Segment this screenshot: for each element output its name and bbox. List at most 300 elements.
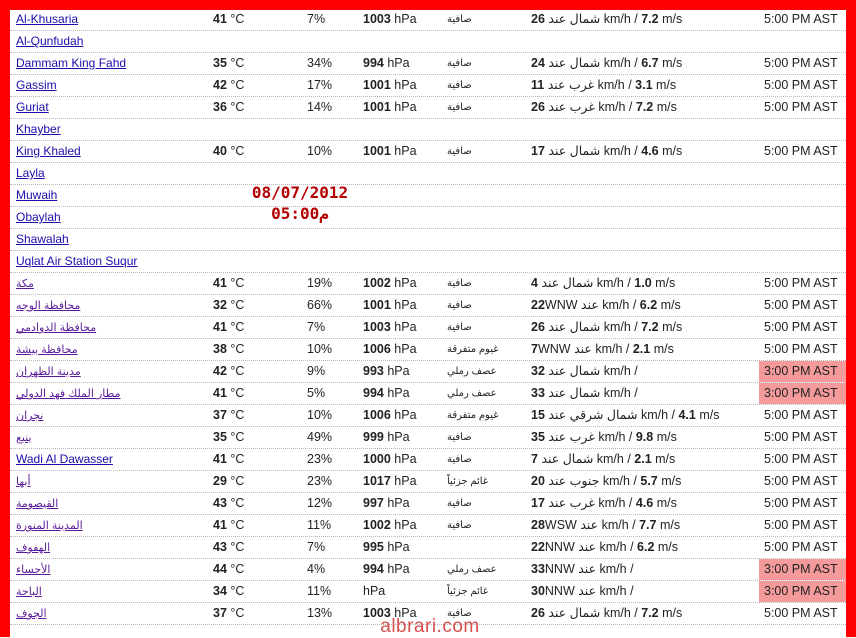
table-row xyxy=(10,141,846,163)
condition-cell xyxy=(447,31,533,52)
temperature-unit: °C xyxy=(226,540,245,554)
pressure-cell xyxy=(363,185,443,206)
city-link[interactable]: مكة xyxy=(16,278,34,290)
temperature-unit: °C xyxy=(226,320,245,334)
table-row xyxy=(10,295,846,317)
pressure-unit: hPa xyxy=(390,144,417,158)
wind-direction: غرب عند km/h / xyxy=(544,496,636,510)
wind-ms: 5.7 xyxy=(640,474,658,488)
wind-ms: 3.1 xyxy=(635,78,653,92)
wind-ms-unit: m/s xyxy=(658,320,683,334)
temperature-cell xyxy=(213,493,293,514)
wind-speed: 7 xyxy=(531,452,538,466)
condition-cell: غائم جزئياً xyxy=(447,586,489,597)
table-row xyxy=(10,427,846,449)
wind-cell xyxy=(531,97,761,118)
wind-direction: شمال شرقي عند km/h / xyxy=(544,408,679,422)
observation-time-cell xyxy=(759,185,846,206)
temperature-unit: °C xyxy=(226,298,245,312)
wind-speed: 32 xyxy=(531,364,545,378)
table-row xyxy=(10,537,846,559)
temperature-cell xyxy=(213,559,293,580)
humidity-cell: 7% xyxy=(307,12,326,26)
temperature-cell xyxy=(213,119,293,140)
wind-speed: 22 xyxy=(531,540,545,554)
temperature-unit: °C xyxy=(226,364,245,378)
city-link[interactable]: Uqlat Air Station Suqur xyxy=(16,254,138,268)
pressure-cell xyxy=(363,251,443,272)
pressure-cell xyxy=(363,449,443,470)
temperature-cell xyxy=(213,317,293,338)
temperature-value: 41 xyxy=(213,320,227,334)
city-cell xyxy=(16,339,206,360)
wind-cell xyxy=(531,31,761,52)
city-link[interactable]: محافظة الوجه xyxy=(16,300,81,312)
pressure-unit: hPa xyxy=(383,540,410,554)
temperature-cell xyxy=(213,273,293,294)
wind-ms: 9.8 xyxy=(635,430,654,444)
temperature-unit: °C xyxy=(226,452,245,466)
wind-direction: شمال عند km/h / xyxy=(544,144,642,158)
table-row xyxy=(10,449,846,471)
wind-cell xyxy=(531,9,761,30)
wind-direction: شمال عند km/h / xyxy=(544,56,642,70)
city-link[interactable]: Obaylah xyxy=(16,210,61,224)
wind-direction: جنوب عند km/h / xyxy=(544,474,641,488)
pressure-cell xyxy=(363,207,443,228)
humidity-cell: 7% xyxy=(307,320,326,334)
condition-cell: صافية xyxy=(447,80,472,91)
wind-direction: شمال عند km/h / xyxy=(544,320,642,334)
observation-time-cell: 5:00 PM AST xyxy=(764,518,838,532)
wind-direction: شمال عند km/h / xyxy=(544,12,642,26)
wind-speed: 15 xyxy=(531,408,545,422)
pressure-value: 994 xyxy=(363,562,384,576)
date-stamp-date: 08/07/2012 xyxy=(251,183,349,202)
pressure-cell xyxy=(363,119,443,140)
humidity-cell: 10% xyxy=(307,144,333,158)
city-link[interactable]: Al-Qunfudah xyxy=(16,34,84,48)
temperature-cell xyxy=(213,251,293,272)
city-cell xyxy=(16,229,206,250)
humidity-cell: 11% xyxy=(307,518,332,532)
temperature-value: 44 xyxy=(213,562,227,576)
temperature-unit: °C xyxy=(226,12,245,26)
condition-cell: صافية xyxy=(447,454,472,465)
wind-ms-unit: m/s xyxy=(650,342,674,356)
wind-speed: 20 xyxy=(531,474,545,488)
wind-speed: 33 xyxy=(531,562,545,576)
city-cell xyxy=(16,493,206,514)
wind-speed: 26 xyxy=(531,606,545,620)
wind-cell xyxy=(531,515,761,536)
table-row xyxy=(10,75,846,97)
wind-direction: غرب عند km/h / xyxy=(544,100,636,114)
wind-speed: 22 xyxy=(531,298,545,312)
wind-ms-unit: m/s xyxy=(651,452,676,466)
table-row xyxy=(10,383,846,405)
city-link[interactable]: Gassim xyxy=(16,78,57,92)
city-cell xyxy=(16,383,206,404)
wind-cell xyxy=(531,339,761,360)
temperature-value: 41 xyxy=(213,518,227,532)
pressure-unit: hPa xyxy=(383,56,410,70)
wind-speed: 30 xyxy=(531,584,545,598)
temperature-cell xyxy=(213,427,293,448)
condition-cell: صافية xyxy=(447,498,472,509)
pressure-unit: hPa xyxy=(390,452,417,466)
temperature-cell xyxy=(213,339,293,360)
condition-cell: صافية xyxy=(447,432,472,443)
city-link[interactable]: القيصومة xyxy=(16,498,59,510)
observation-time-cell: 5:00 PM AST xyxy=(764,452,838,466)
pressure-unit: hPa xyxy=(383,496,410,510)
temperature-cell xyxy=(213,31,293,52)
temperature-unit: °C xyxy=(226,562,245,576)
temperature-unit: °C xyxy=(226,386,245,400)
city-link[interactable]: مدينة الظهران xyxy=(16,366,81,378)
city-cell xyxy=(16,361,206,382)
city-cell xyxy=(16,559,206,580)
pressure-value: 1017 xyxy=(363,474,391,488)
observation-time-cell xyxy=(759,31,846,52)
wind-speed: 17 xyxy=(531,496,545,510)
observation-time-cell: 5:00 PM AST xyxy=(764,78,838,92)
temperature-unit: °C xyxy=(226,408,245,422)
temperature-value: 37 xyxy=(213,606,227,620)
humidity-cell: 10% xyxy=(307,408,333,422)
pressure-unit: hPa xyxy=(390,12,417,26)
table-row xyxy=(10,515,846,537)
table-row xyxy=(10,559,846,581)
table-row xyxy=(10,493,846,515)
temperature-value: 36 xyxy=(213,100,227,114)
city-cell xyxy=(16,119,206,140)
condition-cell: غائم جزئياً xyxy=(447,476,489,487)
wind-speed: 26 xyxy=(531,12,545,26)
table-row xyxy=(10,273,846,295)
temperature-value: 41 xyxy=(213,386,227,400)
temperature-cell xyxy=(213,295,293,316)
pressure-unit: hPa xyxy=(390,518,417,532)
city-link[interactable]: Muwaih xyxy=(16,188,58,202)
table-row xyxy=(10,361,846,383)
city-link[interactable]: Shawalah xyxy=(16,232,69,246)
observation-time-cell: 5:00 PM AST xyxy=(764,56,838,70)
wind-speed: 28 xyxy=(531,518,545,532)
table-row xyxy=(10,317,846,339)
temperature-cell xyxy=(213,603,293,624)
wind-ms-unit: m/s xyxy=(658,144,683,158)
condition-cell: صافية xyxy=(447,102,472,113)
pressure-unit: hPa xyxy=(363,584,386,598)
pressure-value: 1000 xyxy=(363,452,391,466)
wind-ms: 4.6 xyxy=(635,496,654,510)
wind-cell xyxy=(531,559,761,580)
temperature-value: 38 xyxy=(213,342,227,356)
wind-ms-unit: m/s xyxy=(652,78,677,92)
date-stamp-time: 05:00م xyxy=(271,204,329,223)
pressure-cell xyxy=(363,493,443,514)
wind-direction: شمال عند km/h / xyxy=(544,364,638,378)
city-cell xyxy=(16,427,206,448)
wind-ms-unit: m/s xyxy=(653,430,677,444)
humidity-cell: 49% xyxy=(307,430,333,444)
wind-ms-unit: m/s xyxy=(695,408,720,422)
wind-cell xyxy=(531,449,761,470)
pressure-value: 993 xyxy=(363,364,384,378)
wind-speed: 26 xyxy=(531,320,545,334)
city-cell xyxy=(16,405,206,426)
city-link[interactable]: محافظة بيشة xyxy=(16,344,78,356)
pressure-value: 1003 xyxy=(363,12,391,26)
pressure-cell xyxy=(363,53,443,74)
temperature-unit: °C xyxy=(226,496,245,510)
city-cell xyxy=(16,317,206,338)
pressure-cell xyxy=(363,581,443,602)
city-link[interactable]: محافظة الدوادمي xyxy=(16,322,97,334)
condition-cell xyxy=(447,119,533,140)
wind-cell xyxy=(531,251,761,272)
pressure-cell xyxy=(363,229,443,250)
pressure-value: 1006 xyxy=(363,408,391,422)
condition-cell xyxy=(447,163,533,184)
pressure-value: 1002 xyxy=(363,518,391,532)
wind-cell xyxy=(531,383,761,404)
wind-cell xyxy=(531,603,761,624)
temperature-cell xyxy=(213,581,293,602)
condition-cell xyxy=(447,251,533,272)
temperature-value: 35 xyxy=(213,56,227,70)
humidity-cell: 9% xyxy=(307,364,326,378)
humidity-cell: 14% xyxy=(307,100,333,114)
temperature-unit: °C xyxy=(226,100,245,114)
pressure-unit: hPa xyxy=(390,78,417,92)
city-link[interactable]: الأحساء xyxy=(16,564,51,576)
pressure-unit: hPa xyxy=(390,606,417,620)
wind-cell xyxy=(531,53,761,74)
temperature-value: 41 xyxy=(213,12,227,26)
city-cell xyxy=(16,97,206,118)
wind-direction: شمال عند km/h / xyxy=(537,276,635,290)
wind-ms: 6.7 xyxy=(641,56,659,70)
temperature-unit: °C xyxy=(226,144,245,158)
city-cell xyxy=(16,449,206,470)
wind-speed: 11 xyxy=(531,78,545,92)
temperature-cell xyxy=(213,471,293,492)
pressure-unit: hPa xyxy=(390,276,417,290)
condition-cell: عصف رملي xyxy=(447,366,497,377)
condition-cell: صافية xyxy=(447,146,472,157)
humidity-cell: 19% xyxy=(307,276,333,290)
wind-cell xyxy=(531,471,761,492)
pressure-value: 1003 xyxy=(363,320,391,334)
city-cell xyxy=(16,141,206,162)
temperature-cell xyxy=(213,97,293,118)
wind-speed: 17 xyxy=(531,144,545,158)
pressure-value: 994 xyxy=(363,56,384,70)
temperature-cell xyxy=(213,383,293,404)
table-row xyxy=(10,31,846,53)
city-link[interactable]: Dammam King Fahd xyxy=(16,56,127,70)
city-link[interactable]: نجران xyxy=(16,410,44,422)
city-link[interactable]: King Khaled xyxy=(16,144,81,158)
condition-cell: صافية xyxy=(447,520,472,531)
wind-direction: شمال عند km/h / xyxy=(544,606,642,620)
pressure-unit: hPa xyxy=(390,474,417,488)
condition-cell: صافية xyxy=(447,278,472,289)
wind-speed: 35 xyxy=(531,430,545,444)
temperature-unit: °C xyxy=(226,78,245,92)
table-row xyxy=(10,405,846,427)
humidity-cell: 10% xyxy=(307,342,333,356)
observation-time-cell: 5:00 PM AST xyxy=(764,144,838,158)
wind-ms-unit: m/s xyxy=(653,496,677,510)
wind-cell xyxy=(531,295,761,316)
city-cell xyxy=(16,9,206,30)
pressure-unit: hPa xyxy=(383,562,410,576)
pressure-cell xyxy=(363,9,443,30)
city-link[interactable]: الجوف xyxy=(16,608,47,620)
pressure-cell xyxy=(363,273,443,294)
wind-ms-unit: m/s xyxy=(656,518,681,532)
wind-cell xyxy=(531,581,761,602)
temperature-value: 43 xyxy=(213,496,227,510)
city-link[interactable]: Al-Khusaria xyxy=(16,12,79,26)
city-link[interactable]: الباحة xyxy=(16,586,42,598)
wind-ms: 4.1 xyxy=(678,408,696,422)
condition-cell: غيوم متفرقة xyxy=(447,410,499,421)
humidity-cell: 23% xyxy=(307,452,333,466)
humidity-cell: 66% xyxy=(307,298,333,312)
pressure-cell xyxy=(363,75,443,96)
humidity-cell xyxy=(307,31,357,52)
table-row xyxy=(10,9,846,31)
observation-time-cell: 5:00 PM AST xyxy=(764,342,838,356)
city-cell xyxy=(16,163,206,184)
pressure-cell xyxy=(363,97,443,118)
pressure-value: 1001 xyxy=(363,298,391,312)
wind-cell xyxy=(531,185,761,206)
pressure-unit: hPa xyxy=(383,364,410,378)
city-link[interactable]: أبها xyxy=(16,476,31,488)
wind-ms-unit: m/s xyxy=(653,100,677,114)
city-cell xyxy=(16,581,206,602)
wind-ms-unit: m/s xyxy=(657,298,681,312)
city-cell xyxy=(16,75,206,96)
temperature-cell xyxy=(213,163,293,184)
wind-ms-unit: m/s xyxy=(658,606,683,620)
pressure-cell xyxy=(363,361,443,382)
table-row xyxy=(10,163,846,185)
condition-cell: صافية xyxy=(447,14,472,25)
pressure-value: 997 xyxy=(363,496,384,510)
observation-time-cell: 5:00 PM AST xyxy=(764,276,838,290)
temperature-value: 34 xyxy=(213,584,227,598)
condition-cell: غيوم متفرقة xyxy=(447,344,499,355)
observation-time-cell xyxy=(759,119,846,140)
pressure-unit: hPa xyxy=(390,342,417,356)
temperature-cell xyxy=(213,53,293,74)
city-cell xyxy=(16,471,206,492)
pressure-value: 1001 xyxy=(363,78,391,92)
city-link[interactable]: المدينة المنورة xyxy=(16,520,83,532)
wind-direction: NNW عند km/h / xyxy=(544,540,638,554)
pressure-cell xyxy=(363,339,443,360)
table-row xyxy=(10,471,846,493)
condition-cell: صافية xyxy=(447,608,472,619)
humidity-cell xyxy=(307,229,357,250)
pressure-cell xyxy=(363,559,443,580)
temperature-cell xyxy=(213,405,293,426)
condition-cell: صافية xyxy=(447,58,472,69)
temperature-unit: °C xyxy=(226,430,245,444)
temperature-value: 35 xyxy=(213,430,227,444)
pressure-unit: hPa xyxy=(383,430,410,444)
wind-ms: 2.1 xyxy=(632,342,651,356)
pressure-cell xyxy=(363,427,443,448)
city-link[interactable]: ينبع xyxy=(16,432,32,444)
wind-cell xyxy=(531,273,761,294)
weather-table xyxy=(10,9,846,625)
city-link[interactable]: Guriat xyxy=(16,100,49,114)
temperature-cell xyxy=(213,229,293,250)
city-link[interactable]: الهفوف xyxy=(16,542,51,554)
humidity-cell: 17% xyxy=(307,78,333,92)
pressure-cell xyxy=(363,515,443,536)
temperature-cell xyxy=(213,9,293,30)
temperature-value: 42 xyxy=(213,364,227,378)
wind-cell xyxy=(531,427,761,448)
observation-time-cell: 3:00 PM AST xyxy=(759,383,846,404)
temperature-value: 41 xyxy=(213,276,227,290)
observation-time-cell: 5:00 PM AST xyxy=(764,408,838,422)
table-row xyxy=(10,581,846,603)
wind-ms-unit: m/s xyxy=(651,276,676,290)
pressure-cell xyxy=(363,471,443,492)
pressure-value: 1001 xyxy=(363,144,391,158)
table-row xyxy=(10,185,846,207)
city-link[interactable]: Layla xyxy=(16,166,45,180)
wind-cell xyxy=(531,141,761,162)
table-row xyxy=(10,97,846,119)
humidity-cell: 11% xyxy=(307,584,332,598)
city-cell xyxy=(16,295,206,316)
city-link[interactable]: Khayber xyxy=(16,122,61,136)
humidity-cell: 5% xyxy=(307,386,326,400)
pressure-cell xyxy=(363,141,443,162)
pressure-value: 995 xyxy=(363,540,384,554)
condition-cell: عصف رملي xyxy=(447,564,497,575)
pressure-value: 999 xyxy=(363,430,384,444)
city-link[interactable]: مطار الملك فهد الدولي xyxy=(16,388,121,400)
city-link[interactable]: Wadi Al Dawasser xyxy=(16,452,113,466)
temperature-value: 29 xyxy=(213,474,227,488)
wind-direction: شمال عند km/h / xyxy=(537,452,635,466)
temperature-cell xyxy=(213,449,293,470)
temperature-value: 40 xyxy=(213,144,227,158)
observation-time-cell: 5:00 PM AST xyxy=(764,474,838,488)
city-cell xyxy=(16,207,206,228)
wind-speed: 7 xyxy=(531,342,538,356)
pressure-cell xyxy=(363,405,443,426)
temperature-unit: °C xyxy=(226,342,245,356)
pressure-unit: hPa xyxy=(390,100,417,114)
city-cell xyxy=(16,185,206,206)
wind-cell xyxy=(531,405,761,426)
observation-time-cell: 5:00 PM AST xyxy=(764,606,838,620)
wind-ms: 7.2 xyxy=(641,320,659,334)
